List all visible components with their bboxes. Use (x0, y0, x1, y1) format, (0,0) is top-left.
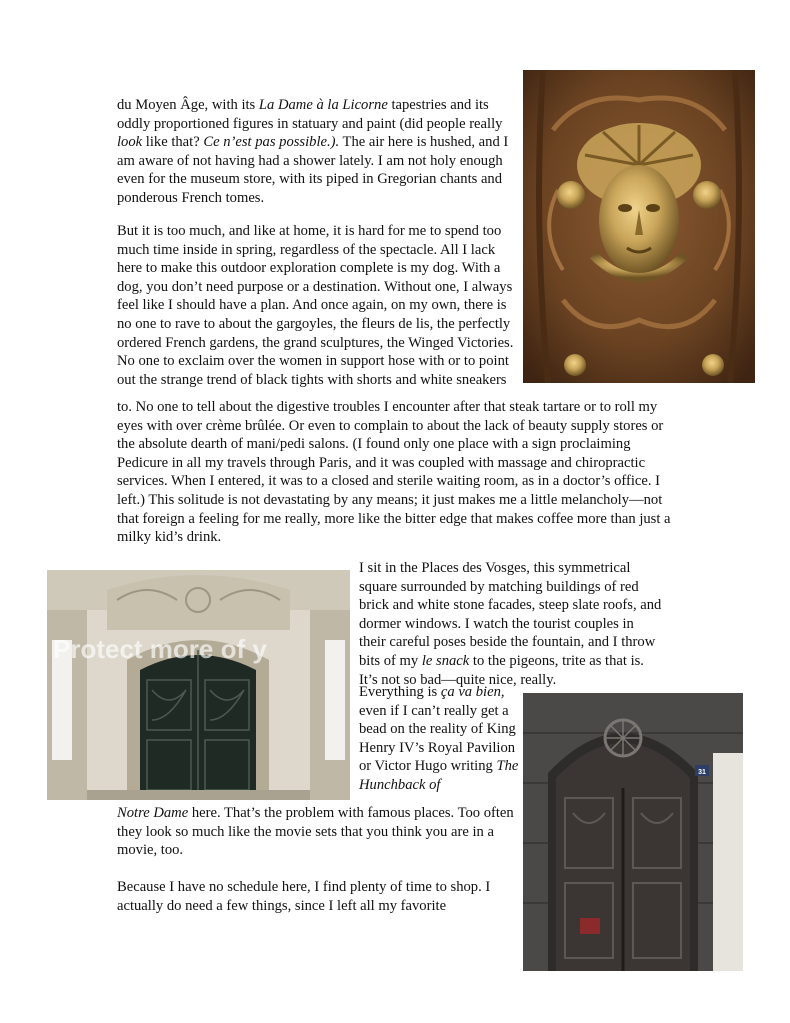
lion-head-door-knocker-icon (523, 70, 755, 383)
p1-italic-look: look (117, 134, 143, 151)
ornate-green-doorway-icon (47, 570, 350, 800)
p3-italic-hunchback: The Hunchback of (359, 758, 519, 793)
paragraph-3-top (359, 559, 664, 689)
arched-wooden-doors-icon (523, 693, 743, 971)
p1-italic-title: La Dame à la Licorne (258, 97, 388, 113)
p3-top-text-a: I sit in the Places des Vosges, this symmetrical square surrounded by matching buildings of red brick and white stone facades, steep slate roofs, and dormer windows. I watch the tourist couples in their careful poses beside the fountain, and I throw bits of my (359, 560, 662, 669)
p3-italic-notre-dame: Notre Dame (117, 805, 189, 821)
p3-bottom-text-b: here. That’s the problem with famous places. Too often they look so much like the movie sets that you think you are in a movie, too. (117, 805, 514, 859)
p1-text-a: du Moyen Âge, with its (117, 97, 259, 113)
paragraph-4: Because I have no schedule here, I find plenty of time to shop. I actually do need a few things, since I left all my favorite (117, 879, 491, 914)
door-knocker-photo (523, 70, 755, 383)
paragraph-2-wide: to. No one to tell about the digestive troubles I encounter after that steak tartare or to roll my eyes with over crème brûlée. Or even to complain to about the lack of beauty supply stores or the absolute dearth of mani/pedi salons. (I found only one place with a sign proclaiming Pedicure in all my travels through Paris, and it was coupled with massage and chiropractic services. When I entered, it was to a closed and sterile waiting room, as in a doctor’s office. I left.) This solitude is not devastating by any means; it just makes me a little melancholy—not that foreign a feeling for me really, more like the bitter edge that makes coffee more than just a milky kid’s drink. (117, 399, 671, 546)
p3-mid-text-c: even if I can’t really get a bead on the reality of King Henry IV’s Royal Pavilion or Victor Hugo writing (359, 702, 516, 775)
p1-text-e: like that? (142, 134, 204, 151)
p1-text-g: The air here is hushed, and I am aware of not having had a shower lately. I am not holy enough even for the museum store, with its piped in Gregorian chants and ponderous French tomes. (117, 134, 509, 206)
paragraph-3-bottom (117, 804, 517, 860)
p1-text-c: tapestries and its oddly proportioned figures in statuary and paint (did people really (117, 97, 503, 132)
courtyard-door-photo (47, 570, 350, 800)
p3-top-text-c: to the pigeons, trite as that is. It’s not so bad—quite nice, really. (359, 652, 644, 688)
paragraph-2-narrow: But it is too much, and like at home, it is hard for me to spend too much time inside in spring, regardless of the spectacle. All I lack here to make this outdoor exploration complete is my dog. With a dog, you don’t need purpose or a destination. Without one, I always feel like I should have a plan. And once again, on my own, there is no one to rave to about the gargoyles, the fleurs de lis, the perfectly ordered French gardens, the grand sculptures, the Winged Victories. No one to exclaim over the women in support hose with or to point out the strange trend of black tights with shorts and white sneakers (117, 223, 514, 388)
p3-mid-text-a: Everything is (359, 684, 441, 700)
paragraph-1 (117, 96, 519, 208)
watermark-text: Protect more of y (53, 634, 267, 664)
p3-italic-snack: le snack (421, 652, 470, 669)
address-plaque: 31 (698, 769, 706, 776)
p3-italic-cava: ça va bien, (440, 684, 505, 700)
paragraph-3-mid (359, 683, 519, 795)
arched-door-photo (523, 693, 743, 971)
p1-italic-quote: Ce n’est pas possible.). (203, 134, 340, 151)
